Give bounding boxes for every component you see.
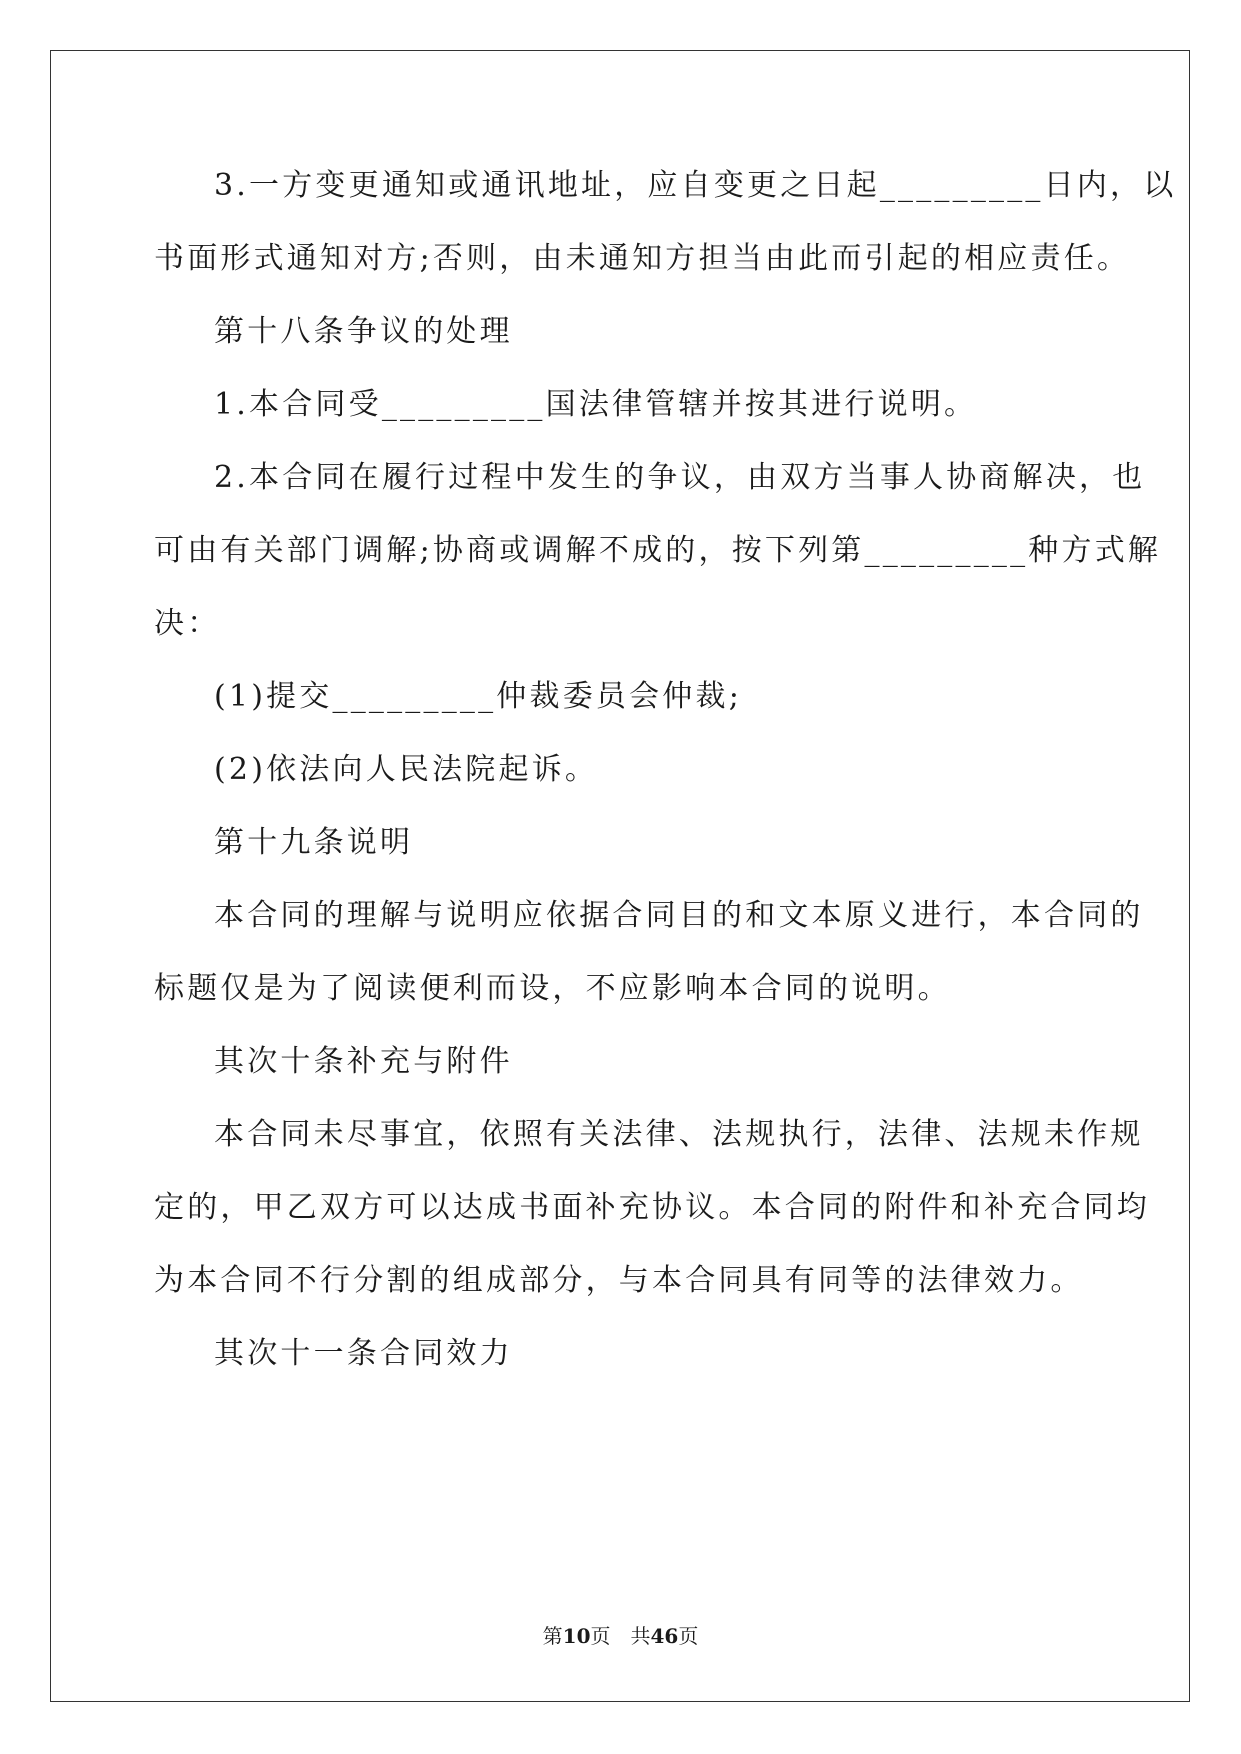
- paragraph-line: 1.本合同受_________国法律管辖并按其进行说明。: [214, 387, 978, 422]
- page-mid: 页 共: [590, 1624, 651, 1648]
- paragraph-line: 可由有关部门调解;协商或调解不成的，按下列第_________种方式解: [154, 533, 1162, 568]
- paragraph-line: 本合同的理解与说明应依据合同目的和文本原义进行，本合同的: [214, 898, 1144, 933]
- page-current: 10: [562, 1624, 591, 1648]
- page-suffix: 页: [678, 1624, 699, 1648]
- paragraph-line: 决：: [154, 606, 221, 641]
- paragraph-line: 3.一方变更通知或通讯地址，应自变更之日起_________日内，以: [214, 168, 1177, 203]
- page-total: 46: [650, 1624, 679, 1648]
- paragraph-line: (1)提交_________仲裁委员会仲裁;: [214, 679, 743, 714]
- section-heading: 其次十一条合同效力: [214, 1336, 513, 1371]
- page-footer: [0, 1623, 1241, 1649]
- section-heading: 第十八条争议的处理: [214, 314, 513, 349]
- paragraph-line: 本合同未尽事宜，依照有关法律、法规执行，法律、法规未作规: [214, 1117, 1144, 1152]
- paragraph-line: 标题仅是为了阅读便利而设，不应影响本合同的说明。: [154, 971, 951, 1006]
- paragraph-line: 为本合同不行分割的组成部分，与本合同具有同等的法律效力。: [154, 1263, 1084, 1298]
- paragraph-line: 书面形式通知对方;否则，由未通知方担当由此而引起的相应责任。: [154, 241, 1131, 276]
- page-prefix: 第: [542, 1624, 563, 1648]
- section-heading: 第十九条说明: [214, 825, 414, 860]
- paragraph-line: 2.本合同在履行过程中发生的争议，由双方当事人协商解决，也: [214, 460, 1146, 495]
- paragraph-line: 定的，甲乙双方可以达成书面补充协议。本合同的附件和补充合同均: [154, 1190, 1150, 1225]
- page-border: [50, 50, 1190, 1702]
- paragraph-line: (2)依法向人民法院起诉。: [214, 752, 599, 787]
- section-heading: 其次十条补充与附件: [214, 1044, 513, 1079]
